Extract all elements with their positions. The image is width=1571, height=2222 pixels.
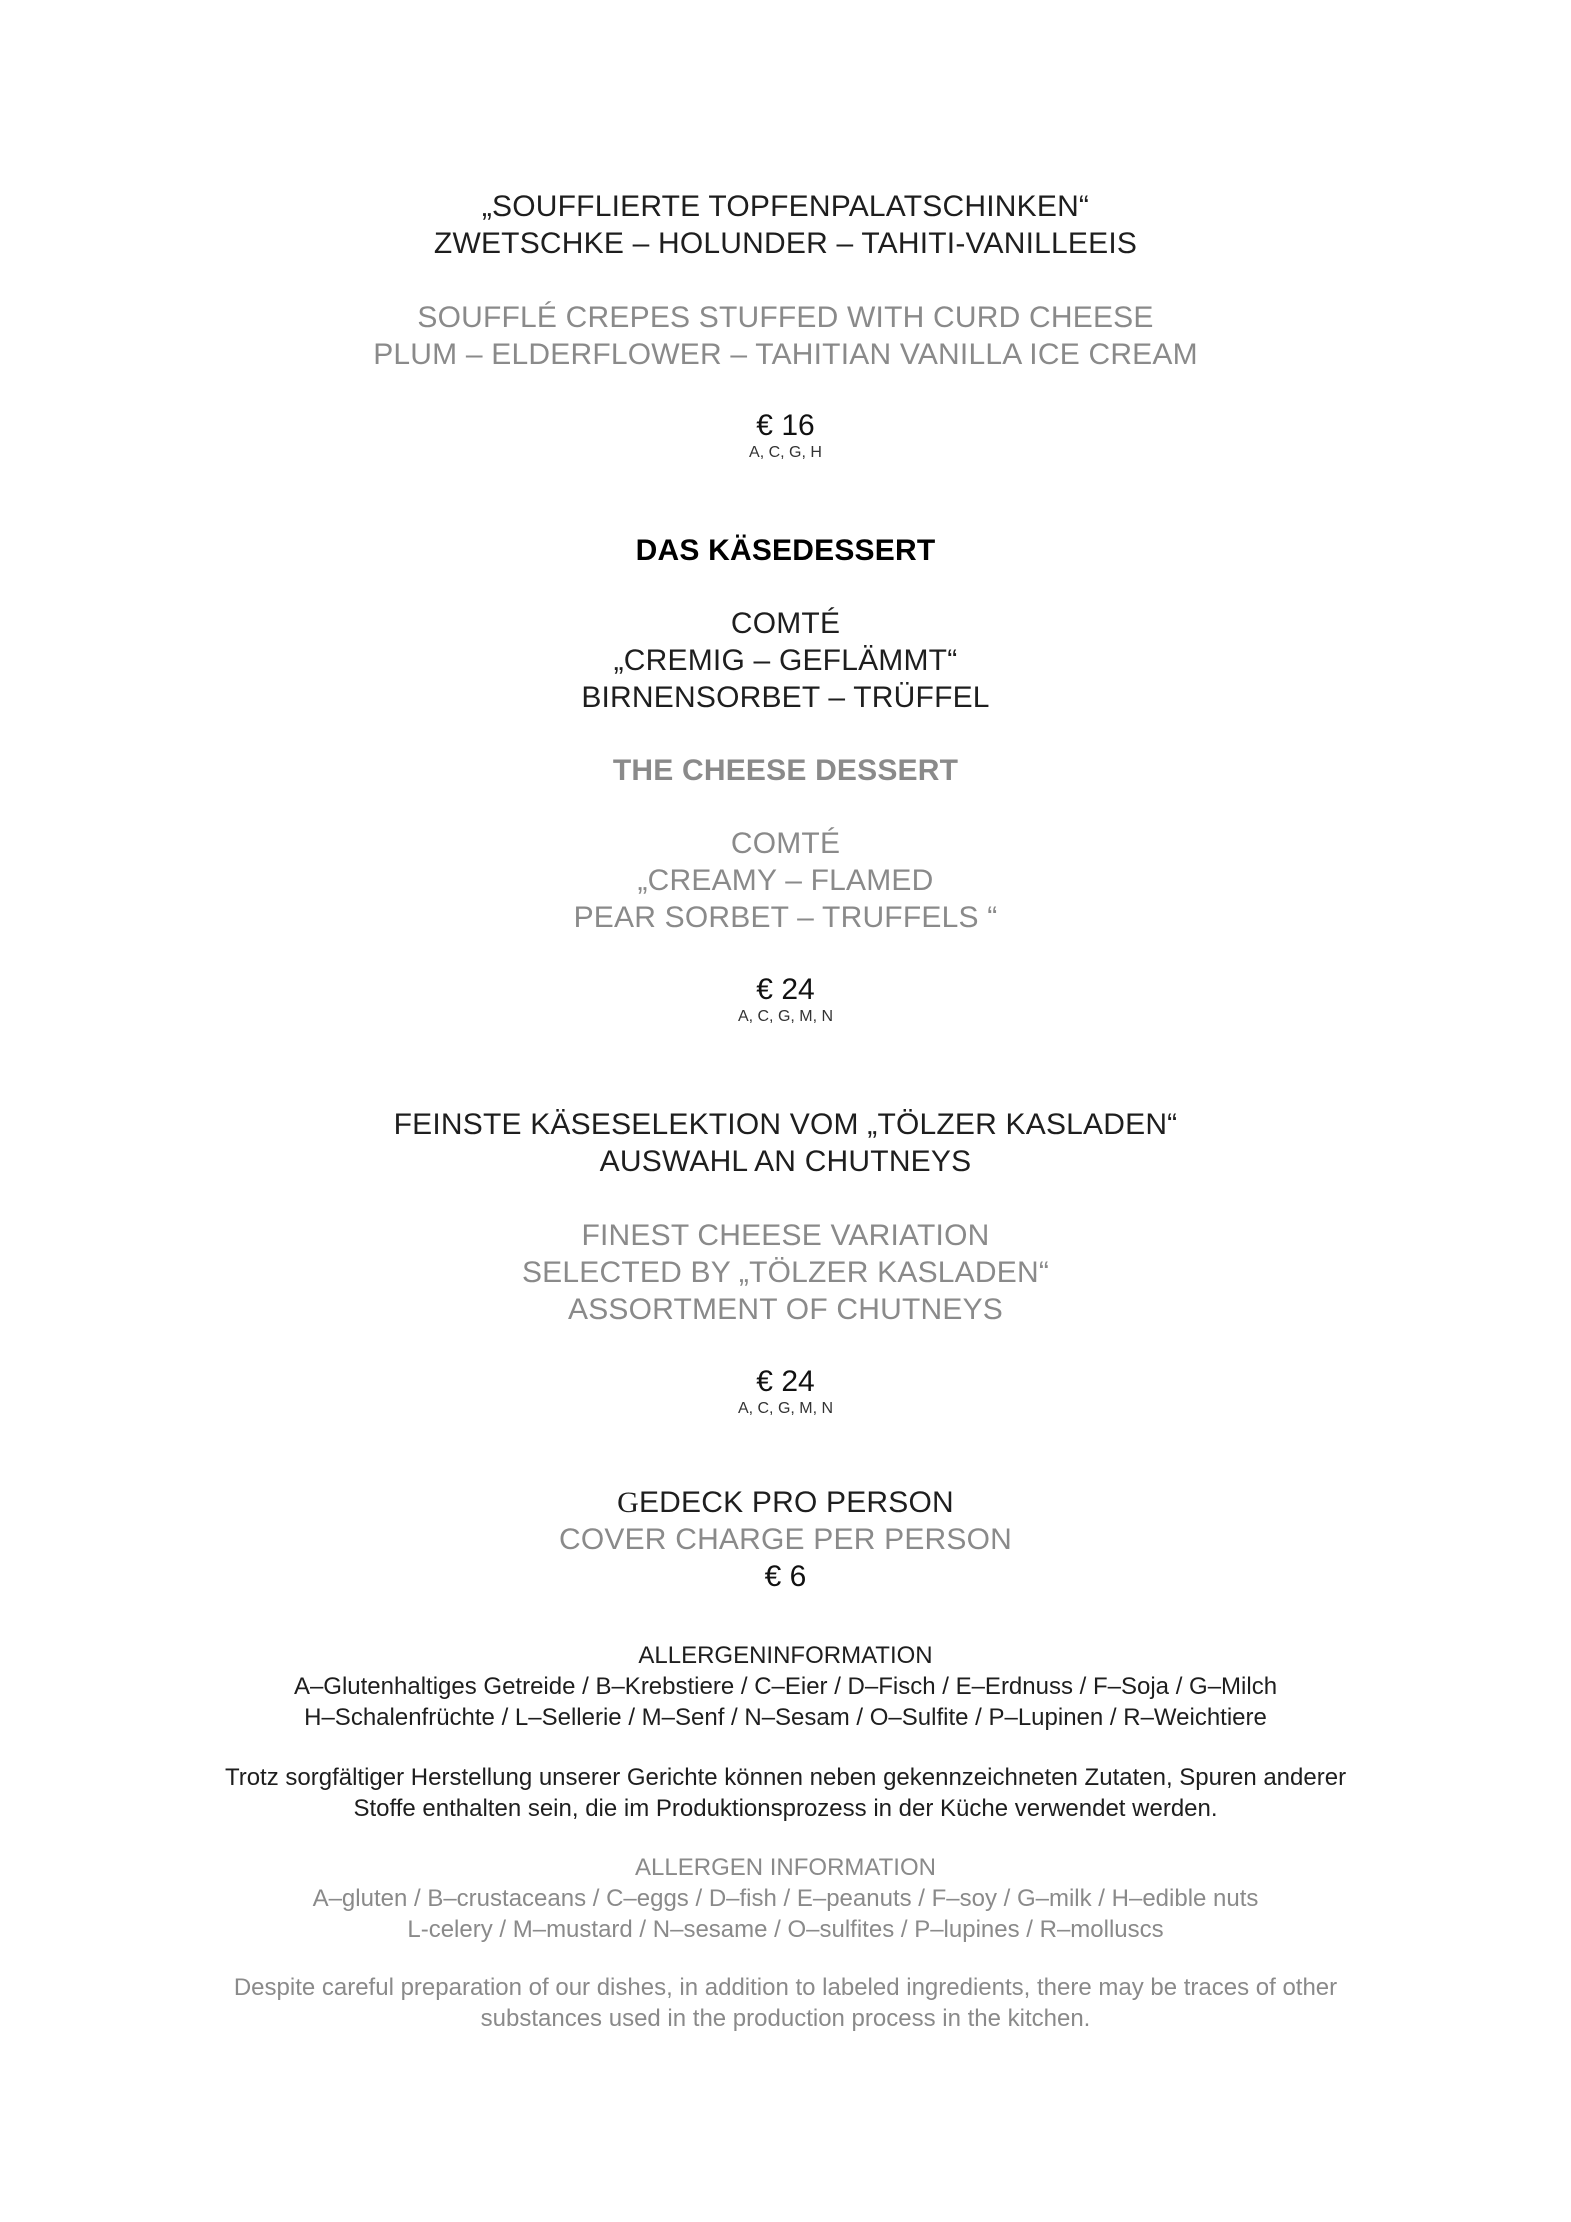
allergen-info-en [0,1853,1571,1945]
dish-line-en: COMTÉ [730,827,841,860]
dish-cheese-dessert-en [0,752,1571,789]
dish-cheese-dessert-details-en [0,825,1571,936]
dish-allergen-codes: A, C, G, M, N [737,1400,834,1417]
cover-charge-de [0,1484,1571,1521]
dish-price-block [0,409,1571,463]
dish-allergen-codes: A, C, G, M, N [737,1008,834,1025]
dish-line-de: „CREMIG – GEFLÄMMT“ [613,644,958,677]
dish-line-en: ASSORTMENT OF CHUTNEYS [567,1293,1003,1326]
dish-cheese-variation-en [0,1217,1571,1328]
allergen-list-en: A–gluten / B–crustaceans / C–eggs / D–fish / E–peanuts / F–soy / G–milk / H–edible nuts [312,1885,1259,1912]
dish-title-de: „SOUFFLIERTE TOPFENPALATSCHINKEN“ [481,190,1090,223]
dish-kaeseselektion [0,1106,1571,1180]
cover-charge [0,1484,1571,1594]
dish-line-de: BIRNENSORBET – TRÜFFEL [581,681,990,714]
dish-heading-en: THE CHEESE DESSERT [612,754,959,787]
dish-title-en: SOUFFLÉ CREPES STUFFED WITH CURD CHEESE [417,301,1154,334]
dish-topfenpalatschinken [0,188,1571,262]
dish-line-de: COMTÉ [730,607,841,640]
dish-kaesedessert-details-de [0,605,1571,716]
allergen-list-en: L-celery / M–mustard / N–sesame / O–sulfites / P–lupines / R–molluscs [407,1916,1164,1943]
dish-line-en: FINEST CHEESE VARIATION [581,1219,990,1252]
allergen-list-de: A–Glutenhaltiges Getreide / B–Krebstiere / C–Eier / D–Fisch / E–Erdnuss / F–Soja / G–Milch [293,1673,1278,1700]
allergen-info-title-de: ALLERGENINFORMATION [638,1642,933,1669]
cover-charge-initial: G [617,1486,639,1519]
allergen-info-de [0,1641,1571,1733]
dish-kaesedessert [0,532,1571,569]
allergen-note-line-de: Stoffe enthalten sein, die im Produktionsprozess in der Küche verwendet werden. [353,1795,1218,1822]
dish-price: € 24 [756,1365,815,1398]
dish-price: € 16 [756,409,815,442]
allergen-note-line-en: substances used in the production process in the kitchen. [480,2005,1091,2032]
dish-subtitle-en: PLUM – ELDERFLOWER – TAHITIAN VANILLA ICE CREAM [373,338,1198,371]
dish-heading-de: DAS KÄSEDESSERT [635,534,936,567]
dish-price: € 24 [756,973,815,1006]
dish-line-en: SELECTED BY „TÖLZER KASLADEN“ [521,1256,1050,1289]
dish-line-en: „CREAMY – FLAMED [637,864,934,897]
allergen-note-line-de: Trotz sorgfältiger Herstellung unserer Gerichte können neben gekennzeichneten Zutaten, Spuren anderer [224,1764,1347,1791]
dish-title-de: FEINSTE KÄSESELEKTION VOM „TÖLZER KASLADEN“ [393,1108,1178,1141]
dish-subtitle-de: ZWETSCHKE – HOLUNDER – TAHITI-VANILLEEIS [433,227,1138,260]
allergen-list-de: H–Schalenfrüchte / L–Sellerie / M–Senf / N–Sesam / O–Sulfite / P–Lupinen / R–Weichtiere [304,1704,1267,1731]
allergen-info-title-en: ALLERGEN INFORMATION [635,1854,936,1881]
allergen-note-en [0,1972,1571,2034]
cover-charge-de-rest: EDECK PRO PERSON [638,1486,954,1519]
allergen-note-line-en: Despite careful preparation of our dishes, in addition to labeled ingredients, there may be traces of other [233,1974,1338,2001]
dish-price-block [0,1365,1571,1419]
dish-subtitle-de: AUSWAHL AN CHUTNEYS [599,1145,972,1178]
cover-charge-price: € 6 [764,1560,807,1593]
cover-charge-en: COVER CHARGE PER PERSON [558,1523,1013,1556]
dish-allergen-codes: A, C, G, H [749,444,822,461]
dish-line-en: PEAR SORBET – TRUFFELS “ [573,901,998,934]
dish-topfenpalatschinken-en [0,299,1571,373]
dish-price-block [0,973,1571,1027]
allergen-note-de [0,1762,1571,1824]
